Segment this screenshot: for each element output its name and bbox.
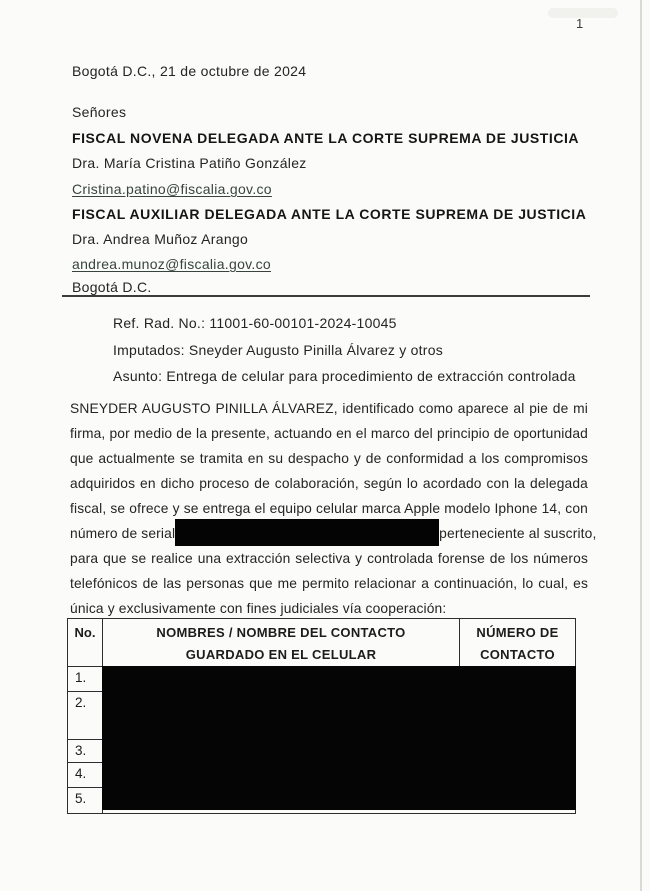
body-line: SNEYDER AUGUSTO PINILLA ÁLVAREZ, identificado como aparece al pie de mi xyxy=(70,401,588,416)
salutation: Señores xyxy=(72,104,127,120)
row-number-cell: 3. xyxy=(68,740,103,763)
section-divider xyxy=(62,295,590,297)
recipient-city: Bogotá D.C. xyxy=(72,279,152,295)
recipient-name-2: Dra. Andrea Muñoz Arango xyxy=(72,231,249,247)
recipient-office-2: FISCAL AUXILIAR DELEGADA ANTE LA CORTE SUPREMA DE JUSTICIA xyxy=(72,206,587,222)
page-number: 1 xyxy=(576,16,584,31)
body-line: telefónicos de las personas que me permito relacionar a continuación, lo cual, es xyxy=(70,576,588,591)
table-header-names-line1: NOMBRES / NOMBRE DEL CONTACTO xyxy=(156,625,406,640)
body-line: firma, por medio de la presente, actuando en el marco del principio de oportunidad xyxy=(70,426,588,441)
body-text-before-serial: número de serial xyxy=(70,526,176,541)
body-line: única y exclusivamente con fines judiciales vía cooperación: xyxy=(70,601,447,616)
table-redaction-block xyxy=(102,666,576,810)
table-row xyxy=(68,667,576,692)
redacted-serial-number xyxy=(175,519,439,546)
table-header-names-line2: GUARDADO EN EL CELULAR xyxy=(185,647,377,662)
table-header-number xyxy=(460,619,576,667)
redacted-table-content xyxy=(103,667,576,814)
ref-imputados-line: Imputados: Sneyder Augusto Pinilla Álvarez y otros xyxy=(113,342,444,358)
row-number-cell: 2. xyxy=(68,692,103,740)
contacts-table xyxy=(67,618,576,814)
body-text-after-serial: perteneciente al suscrito, xyxy=(439,526,597,541)
recipient-office-1: FISCAL NOVENA DELEGADA ANTE LA CORTE SUPREMA DE JUSTICIA xyxy=(72,130,580,146)
table-header-number-line2: CONTACTO xyxy=(480,647,555,662)
row-number-cell: 5. xyxy=(68,788,103,814)
recipient-name-1: Dra. María Cristina Patiño González xyxy=(72,155,307,171)
body-line-with-redaction xyxy=(70,521,597,546)
body-paragraph xyxy=(70,396,597,621)
email-link-2[interactable]: andrea.munoz@fiscalia.gov.co xyxy=(72,256,272,272)
table-header-number-line1: NÚMERO DE xyxy=(476,625,559,640)
body-line: que actualmente se tramita en su despacho y de conformidad a los compromisos xyxy=(70,451,588,466)
ref-rad-line: Ref. Rad. No.: 11001-60-00101-2024-10045 xyxy=(113,315,397,331)
ref-asunto-line: Asunto: Entrega de celular para procedimiento de extracción controlada xyxy=(113,368,576,384)
date-line: Bogotá D.C., 21 de octubre de 2024 xyxy=(72,63,307,79)
email-link-1[interactable]: Cristina.patino@fiscalia.gov.co xyxy=(72,181,272,197)
row-number-cell: 1. xyxy=(68,667,103,692)
table-header-names xyxy=(103,619,460,667)
body-line: para que se realice una extracción selectiva y controlada forense de los números xyxy=(70,551,588,566)
page-right-edge xyxy=(640,0,642,891)
body-line: adquiridos en dicho proceso de colaboración, según lo acordado con la delegada xyxy=(70,476,588,491)
table-header-no: No. xyxy=(68,619,103,667)
row-number-cell: 4. xyxy=(68,763,103,788)
body-line: fiscal, se ofrece y se entrega el equipo celular marca Apple modelo Iphone 14, con xyxy=(70,501,588,516)
